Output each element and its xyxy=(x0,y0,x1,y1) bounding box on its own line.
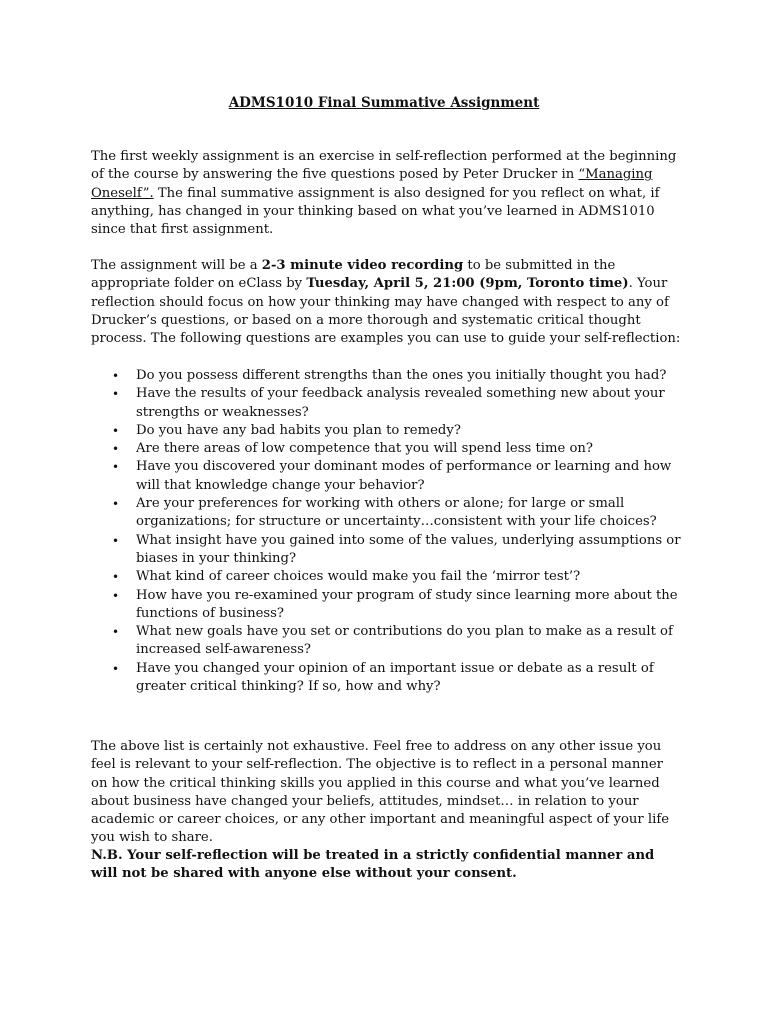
question-text: Do you possess different strengths than the ones you initially thought you had? xyxy=(136,368,667,383)
assignment-paragraph xyxy=(91,257,681,348)
list-item xyxy=(91,440,691,458)
question-text: Have you changed your opinion of an important issue or debate as a result of greater critical thinking? If so, how and why? xyxy=(136,660,654,695)
intro-paragraph xyxy=(91,148,681,239)
bullet-icon: • xyxy=(112,588,120,603)
question-text: What kind of career choices would make you fail the ‘mirror test’? xyxy=(136,569,581,585)
list-item xyxy=(91,422,691,440)
question-list xyxy=(91,367,691,696)
question-text: What new goals have you set or contributions do you plan to make as a result of increased self-awareness? xyxy=(136,624,673,658)
assignment-text-2: to be submitted in the appropriate folder on eClass by xyxy=(91,258,616,292)
list-item xyxy=(91,495,691,532)
video-length: 2-3 minute video recording xyxy=(261,258,464,273)
closing-paragraph: The above list is certainly not exhaustive. Feel free to address on any other issue you feel is relevant to your self-reflection. The objective is to reflect in a personal manner on how the critical thinking skills you applied in this course and what you’ve learned about business have changed your beliefs, attitudes, mindset… in relation to your academic or career choices, or any other important and meaningful aspect of your life you wish to share. xyxy=(91,739,670,846)
question-text: Do you have any bad habits you plan to remedy? xyxy=(136,422,461,438)
question-text: Are there areas of low competence that you will spend less time on? xyxy=(136,441,593,457)
list-item xyxy=(91,385,691,422)
bullet-icon: • xyxy=(112,497,120,512)
bullet-icon: • xyxy=(112,423,120,438)
confidentiality-note: N.B. Your self-reflection will be treated in a strictly confidential manner and will not be shared with anyone else without your consent. xyxy=(91,848,655,882)
bullet-icon: • xyxy=(112,460,120,475)
intro-text-2: The final summative assignment is also designed for you reflect on what, if anything, has changed in your thinking based on what you’ve learned in ADMS1010 since that first assignment. xyxy=(91,185,660,238)
assignment-text-3: . Your reflection should focus on how your thinking may have changed with respect to any of Drucker’s questions, or based on a more thorough and systematic critical thought process. The following questions are examples you can use to guide your self-reflection: xyxy=(91,276,681,347)
intro-text-1: The first weekly assignment is an exercise in self-reflection performed at the beginning of the course by answering the five questions posed by Peter Drucker in xyxy=(91,149,677,183)
question-text: How have you re-examined your program of study since learning more about the functions of business? xyxy=(136,587,678,621)
list-item xyxy=(91,367,691,385)
bullet-icon: • xyxy=(112,661,120,676)
list-item xyxy=(91,623,691,660)
question-text: Are your preferences for working with others or alone; for large or small organizations; for structure or uncertainty…consistent with your life choices? xyxy=(136,496,657,530)
due-date: Tuesday, April 5, 21:00 (9pm, Toronto time) xyxy=(306,276,629,292)
bullet-icon: • xyxy=(112,625,120,640)
bullet-icon: • xyxy=(112,533,120,548)
document-title: ADMS1010 Final Summative Assignment xyxy=(228,95,540,111)
question-text: Have the results of your feedback analysis revealed something new about your strengths or weaknesses? xyxy=(136,386,665,420)
list-item xyxy=(91,568,691,586)
bullet-icon: • xyxy=(112,570,120,585)
list-item xyxy=(91,458,691,495)
list-item xyxy=(91,660,691,697)
bullet-icon: • xyxy=(112,369,120,383)
list-item xyxy=(91,587,691,624)
managing-oneself-link[interactable]: “Managing Oneself”. xyxy=(91,167,653,201)
bullet-icon: • xyxy=(112,387,120,402)
list-item xyxy=(91,532,691,569)
question-text: Have you discovered your dominant modes of performance or learning and how will that knowledge change your behavior? xyxy=(136,459,672,493)
question-text: What insight have you gained into some of the values, underlying assumptions or biases in your thinking? xyxy=(136,532,681,566)
bullet-icon: • xyxy=(112,442,120,457)
assignment-text-1: The assignment will be a xyxy=(91,258,262,273)
